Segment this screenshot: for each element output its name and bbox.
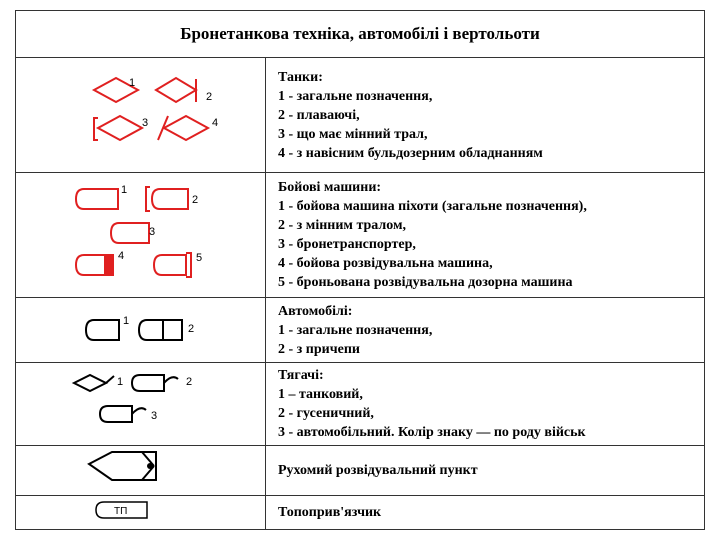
tractor-symbols-svg — [16, 363, 266, 446]
combat-item-1: 1 - бойова машина піхоти (загальне позначення), — [278, 199, 587, 214]
recon-point-description — [278, 446, 698, 495]
topo-surveyor-label: Топоприв'язчик — [278, 505, 382, 520]
tanks-item-2: 2 - плаваючі, — [278, 107, 360, 123]
automobile-general-symbol — [86, 320, 119, 340]
table-title-row — [16, 11, 704, 58]
recon-point-symbol — [89, 452, 156, 480]
tractor-number-2: 2 — [186, 376, 193, 388]
row-automobiles — [16, 298, 704, 363]
auto-item-2: 2 - з причепи — [278, 341, 360, 357]
apc-symbol — [111, 223, 149, 243]
tank-amphibious-symbol — [156, 78, 196, 102]
automobiles-description — [278, 298, 698, 362]
tractor-item-2: 2 - гусеничний, — [278, 406, 374, 421]
combat-item-2: 2 - з мінним тралом, — [278, 218, 407, 233]
symbols-table — [15, 10, 705, 530]
auto-number-1: 1 — [123, 315, 130, 327]
tractor-tank-symbol — [74, 375, 114, 391]
ifv-general-symbol — [76, 189, 118, 209]
tank-number-4: 4 — [212, 117, 219, 129]
tank-symbols — [16, 58, 266, 172]
combat-item-5: 5 - броньована розвідувальна дозорна машина — [278, 275, 573, 290]
tractor-number-1: 1 — [117, 376, 124, 388]
combat-number-5: 5 — [196, 252, 203, 264]
tanks-description — [278, 58, 698, 172]
recon-point-symbols — [16, 446, 266, 495]
tractor-item-1: 1 – танковий, — [278, 387, 363, 402]
topo-surveyor-description — [278, 496, 698, 529]
tanks-heading: Танки: — [278, 69, 323, 85]
combat-number-2: 2 — [192, 194, 199, 206]
automobile-symbols-svg — [16, 298, 266, 363]
topo-surveyor-symbols — [16, 496, 266, 529]
combat-number-3: 3 — [149, 226, 156, 238]
row-topo-surveyor — [16, 496, 704, 529]
tank-number-3: 3 — [142, 117, 149, 129]
auto-heading: Автомобілі: — [278, 303, 353, 319]
tanks-item-3: 3 - що має мінний трал, — [278, 126, 428, 142]
recon-point-label: Рухомий розвідувальний пункт — [278, 463, 478, 478]
automobile-trailer-symbol — [139, 320, 182, 340]
combat-number-4: 4 — [118, 250, 125, 262]
combat-vehicle-symbols-svg — [16, 173, 266, 298]
ifv-mine-trawl-symbol — [146, 187, 188, 211]
tractor-item-3: 3 - автомобільний. Колір знаку — по роду військ — [278, 425, 586, 440]
combat-item-4: 4 - бойова розвідувальна машина, — [278, 256, 493, 271]
row-recon-point — [16, 446, 704, 496]
tanks-item-4: 4 - з навісним бульдозерним обладнанням — [278, 145, 543, 161]
recon-point-symbols-svg — [16, 446, 266, 496]
auto-number-2: 2 — [188, 323, 195, 335]
tractor-automobile-symbol — [100, 406, 146, 422]
row-tractors — [16, 363, 704, 446]
tank-number-2: 2 — [206, 91, 213, 103]
topo-surveyor-symbols-svg — [16, 496, 266, 529]
combat-number-1: 1 — [121, 184, 128, 196]
topo-surveyor-sign-label: ТП — [114, 506, 128, 517]
combat-vehicles-description — [278, 173, 698, 297]
row-tanks — [16, 58, 704, 173]
auto-item-1: 1 - загальне позначення, — [278, 322, 433, 338]
tractor-tracked-symbol — [132, 375, 178, 391]
tractor-number-3: 3 — [151, 410, 158, 422]
combat-item-3: 3 - бронетранспортер, — [278, 237, 416, 252]
combat-vehicle-symbols — [16, 173, 266, 297]
tractors-description — [278, 363, 698, 445]
combat-heading: Бойові машини: — [278, 180, 382, 195]
tractor-symbols — [16, 363, 266, 445]
armored-patrol-vehicle-symbol — [154, 253, 191, 277]
tank-symbols-svg — [16, 58, 266, 173]
tank-number-1: 1 — [129, 77, 136, 89]
recon-vehicle-symbol — [76, 255, 113, 275]
tanks-item-1: 1 - загальне позначення, — [278, 88, 433, 104]
automobile-symbols — [16, 298, 266, 362]
tank-bulldozer-symbol — [158, 116, 208, 140]
topo-surveyor-symbol — [96, 502, 147, 518]
tank-mine-trawl-symbol — [94, 116, 142, 140]
table-title: Бронетанкова техніка, автомобілі і вертольоти — [180, 24, 540, 43]
tractor-heading: Тягачі: — [278, 368, 324, 383]
row-combat-vehicles — [16, 173, 704, 298]
